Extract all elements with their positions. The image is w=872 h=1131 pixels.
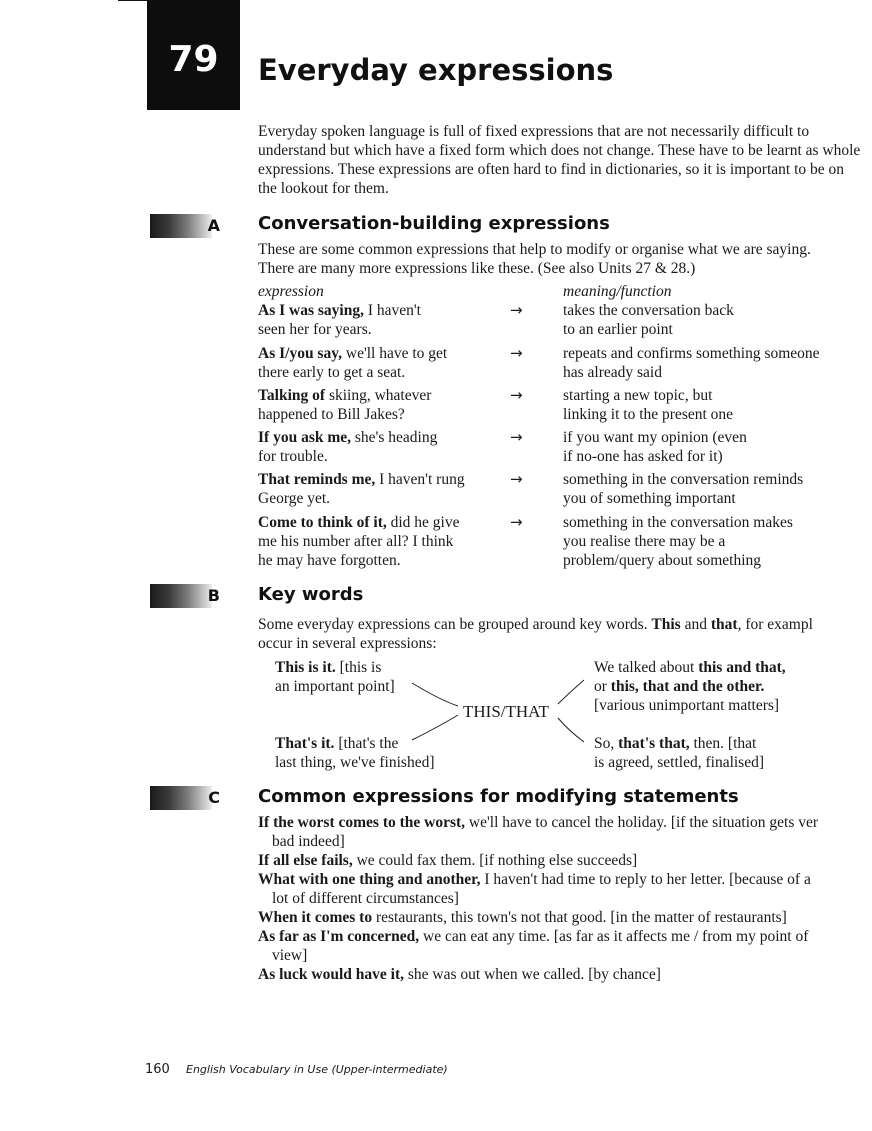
diagram-text: [this is — [335, 659, 382, 676]
section-a-heading: Conversation-building expressions — [258, 213, 610, 234]
column-header-expression: expression — [258, 283, 324, 300]
statement-phrase: As far as I'm concerned, — [258, 928, 420, 945]
diagram-text: [that's the — [334, 735, 399, 752]
section-a-intro-line-2: There are many more expressions like these. (See also Units 27 & 28.) — [258, 260, 696, 277]
diagram-phrase: this, that and the other. — [610, 678, 765, 695]
expression-line-2: me his number after all? I think — [258, 533, 454, 550]
statement-phrase: If the worst comes to the worst, — [258, 814, 466, 831]
page-title: Everyday expressions — [258, 53, 614, 87]
diagram-top-left-line-2: an important point] — [275, 678, 395, 695]
diagram-text: So, — [594, 735, 619, 752]
meaning-line: takes the conversation back — [563, 302, 734, 319]
statement-phrase: When it comes to — [258, 909, 373, 926]
expression-line-2: happened to Bill Jakes? — [258, 406, 405, 423]
statement-text: I haven't had time to reply to her letter. [because of a — [480, 871, 811, 888]
section-b-heading: Key words — [258, 584, 364, 605]
expression-phrase: That reminds me, — [258, 471, 376, 488]
book-title: English Vocabulary in Use (Upper-intermediate) — [186, 1063, 448, 1076]
connector-line-bottom-left — [412, 715, 458, 740]
expression-phrase: As I was saying, — [258, 302, 364, 319]
expression-text: she's heading — [351, 429, 438, 446]
expression-phrase: If you ask me, — [258, 429, 352, 446]
expression-text: I haven't — [363, 302, 421, 319]
statement-item — [258, 927, 808, 946]
statement-text: she was out when we called. [by chance] — [404, 966, 661, 983]
expression-text: I haven't rung — [375, 471, 465, 488]
page-number: 160 — [145, 1062, 170, 1077]
column-header-meaning: meaning/function — [563, 283, 672, 300]
statement-text: we'll have to cancel the holiday. [if the situation gets ver — [465, 814, 819, 831]
meaning-line: you of something important — [563, 490, 736, 507]
statement-continuation: lot of different circumstances] — [272, 890, 459, 907]
arrow-icon: → — [510, 428, 523, 446]
intro-text: and — [680, 616, 711, 633]
intro-text: , for exampl — [737, 616, 813, 633]
diagram-text: or — [594, 678, 611, 695]
statement-item — [258, 813, 818, 832]
connector-line-top-right — [558, 680, 584, 704]
unit-number: 79 — [168, 39, 219, 80]
section-b-intro-line-2: occur in several expressions: — [258, 635, 437, 652]
expression-line-2: for trouble. — [258, 448, 328, 465]
expression-line-2: there early to get a seat. — [258, 364, 406, 381]
keyword-that: that — [710, 616, 738, 633]
statement-text: we can eat any time. [as far as it affects me / from my point of — [419, 928, 809, 945]
expression-line-3: he may have forgotten. — [258, 552, 401, 569]
statement-item — [258, 965, 661, 984]
meaning-line: repeats and confirms something someone — [563, 345, 820, 362]
expression-phrase: Come to think of it, — [258, 514, 387, 531]
diagram-phrase: that's that, — [618, 735, 690, 752]
arrow-icon: → — [510, 386, 523, 404]
expression-line-2: seen her for years. — [258, 321, 372, 338]
section-a-letter: A — [207, 216, 220, 235]
statement-item — [258, 870, 811, 889]
meaning-line: if you want my opinion (even — [563, 429, 747, 446]
meaning-line: something in the conversation makes — [563, 514, 793, 531]
diagram-center-label: THIS/THAT — [463, 702, 549, 721]
statement-text: we could fax them. [if nothing else succeeds] — [352, 852, 638, 869]
meaning-line: starting a new topic, but — [563, 387, 713, 404]
statement-continuation: view] — [272, 947, 308, 964]
connector-line-bottom-right — [558, 718, 584, 742]
keyword-this: This — [651, 616, 681, 633]
meaning-line: linking it to the present one — [563, 406, 734, 423]
statement-item — [258, 851, 637, 870]
arrow-icon: → — [510, 513, 523, 531]
arrow-icon: → — [510, 344, 523, 362]
section-c-marker — [150, 786, 220, 810]
statement-item — [258, 908, 787, 927]
diagram-top-right-line-3: [various unimportant matters] — [594, 697, 780, 714]
meaning-line: has already said — [563, 364, 662, 381]
statement-phrase: As luck would have it, — [258, 966, 404, 983]
section-c-letter: C — [208, 788, 220, 807]
expression-text: we'll have to get — [342, 345, 448, 362]
arrow-icon: → — [510, 301, 523, 319]
statement-phrase: What with one thing and another, — [258, 871, 481, 888]
expression-line-2: George yet. — [258, 490, 331, 507]
section-a-intro-line-1: These are some common expressions that help to modify or organise what we are saying. — [258, 241, 811, 258]
intro-text: Everyday spoken language is full of fixed expressions that are not necessarily difficult to understand but which have a fixed form which does not change. These have to be learnt as whole expressions. These expressions are often hard to find in dictionaries, so it is important to be on the lookout for them. — [258, 123, 861, 197]
section-b-letter: B — [207, 586, 220, 605]
diagram-bottom-right-line-2: is agreed, settled, finalised] — [594, 754, 765, 771]
statement-continuation: bad indeed] — [272, 833, 345, 850]
expression-phrase: As I/you say, — [258, 345, 342, 362]
section-c-heading: Common expressions for modifying statements — [258, 786, 739, 807]
expression-text: skiing, whatever — [325, 387, 432, 404]
diagram-phrase: This is it. — [275, 659, 336, 676]
diagram-text: We talked about — [594, 659, 699, 676]
intro-text: Some everyday expressions can be grouped around key words. — [258, 616, 652, 633]
meaning-line: problem/query about something — [563, 552, 762, 569]
diagram-bottom-left-line-2: last thing, we've finished] — [275, 754, 435, 771]
diagram-phrase: this and that, — [698, 659, 786, 676]
diagram-phrase: That's it. — [275, 735, 335, 752]
connector-line-top-left — [412, 683, 458, 706]
meaning-line: something in the conversation reminds — [563, 471, 804, 488]
expression-phrase: Talking of — [258, 387, 326, 404]
meaning-line: you realise there may be a — [563, 533, 726, 550]
diagram-text: then. [that — [689, 735, 757, 752]
statement-phrase: If all else fails, — [258, 852, 353, 869]
meaning-line: if no-one has asked for it) — [563, 448, 723, 465]
section-c-bar — [150, 786, 212, 810]
statement-text: restaurants, this town's not that good. [in the matter of restaurants] — [372, 909, 787, 926]
expression-text: did he give — [386, 514, 460, 531]
meaning-line: to an earlier point — [563, 321, 673, 338]
arrow-icon: → — [510, 470, 523, 488]
